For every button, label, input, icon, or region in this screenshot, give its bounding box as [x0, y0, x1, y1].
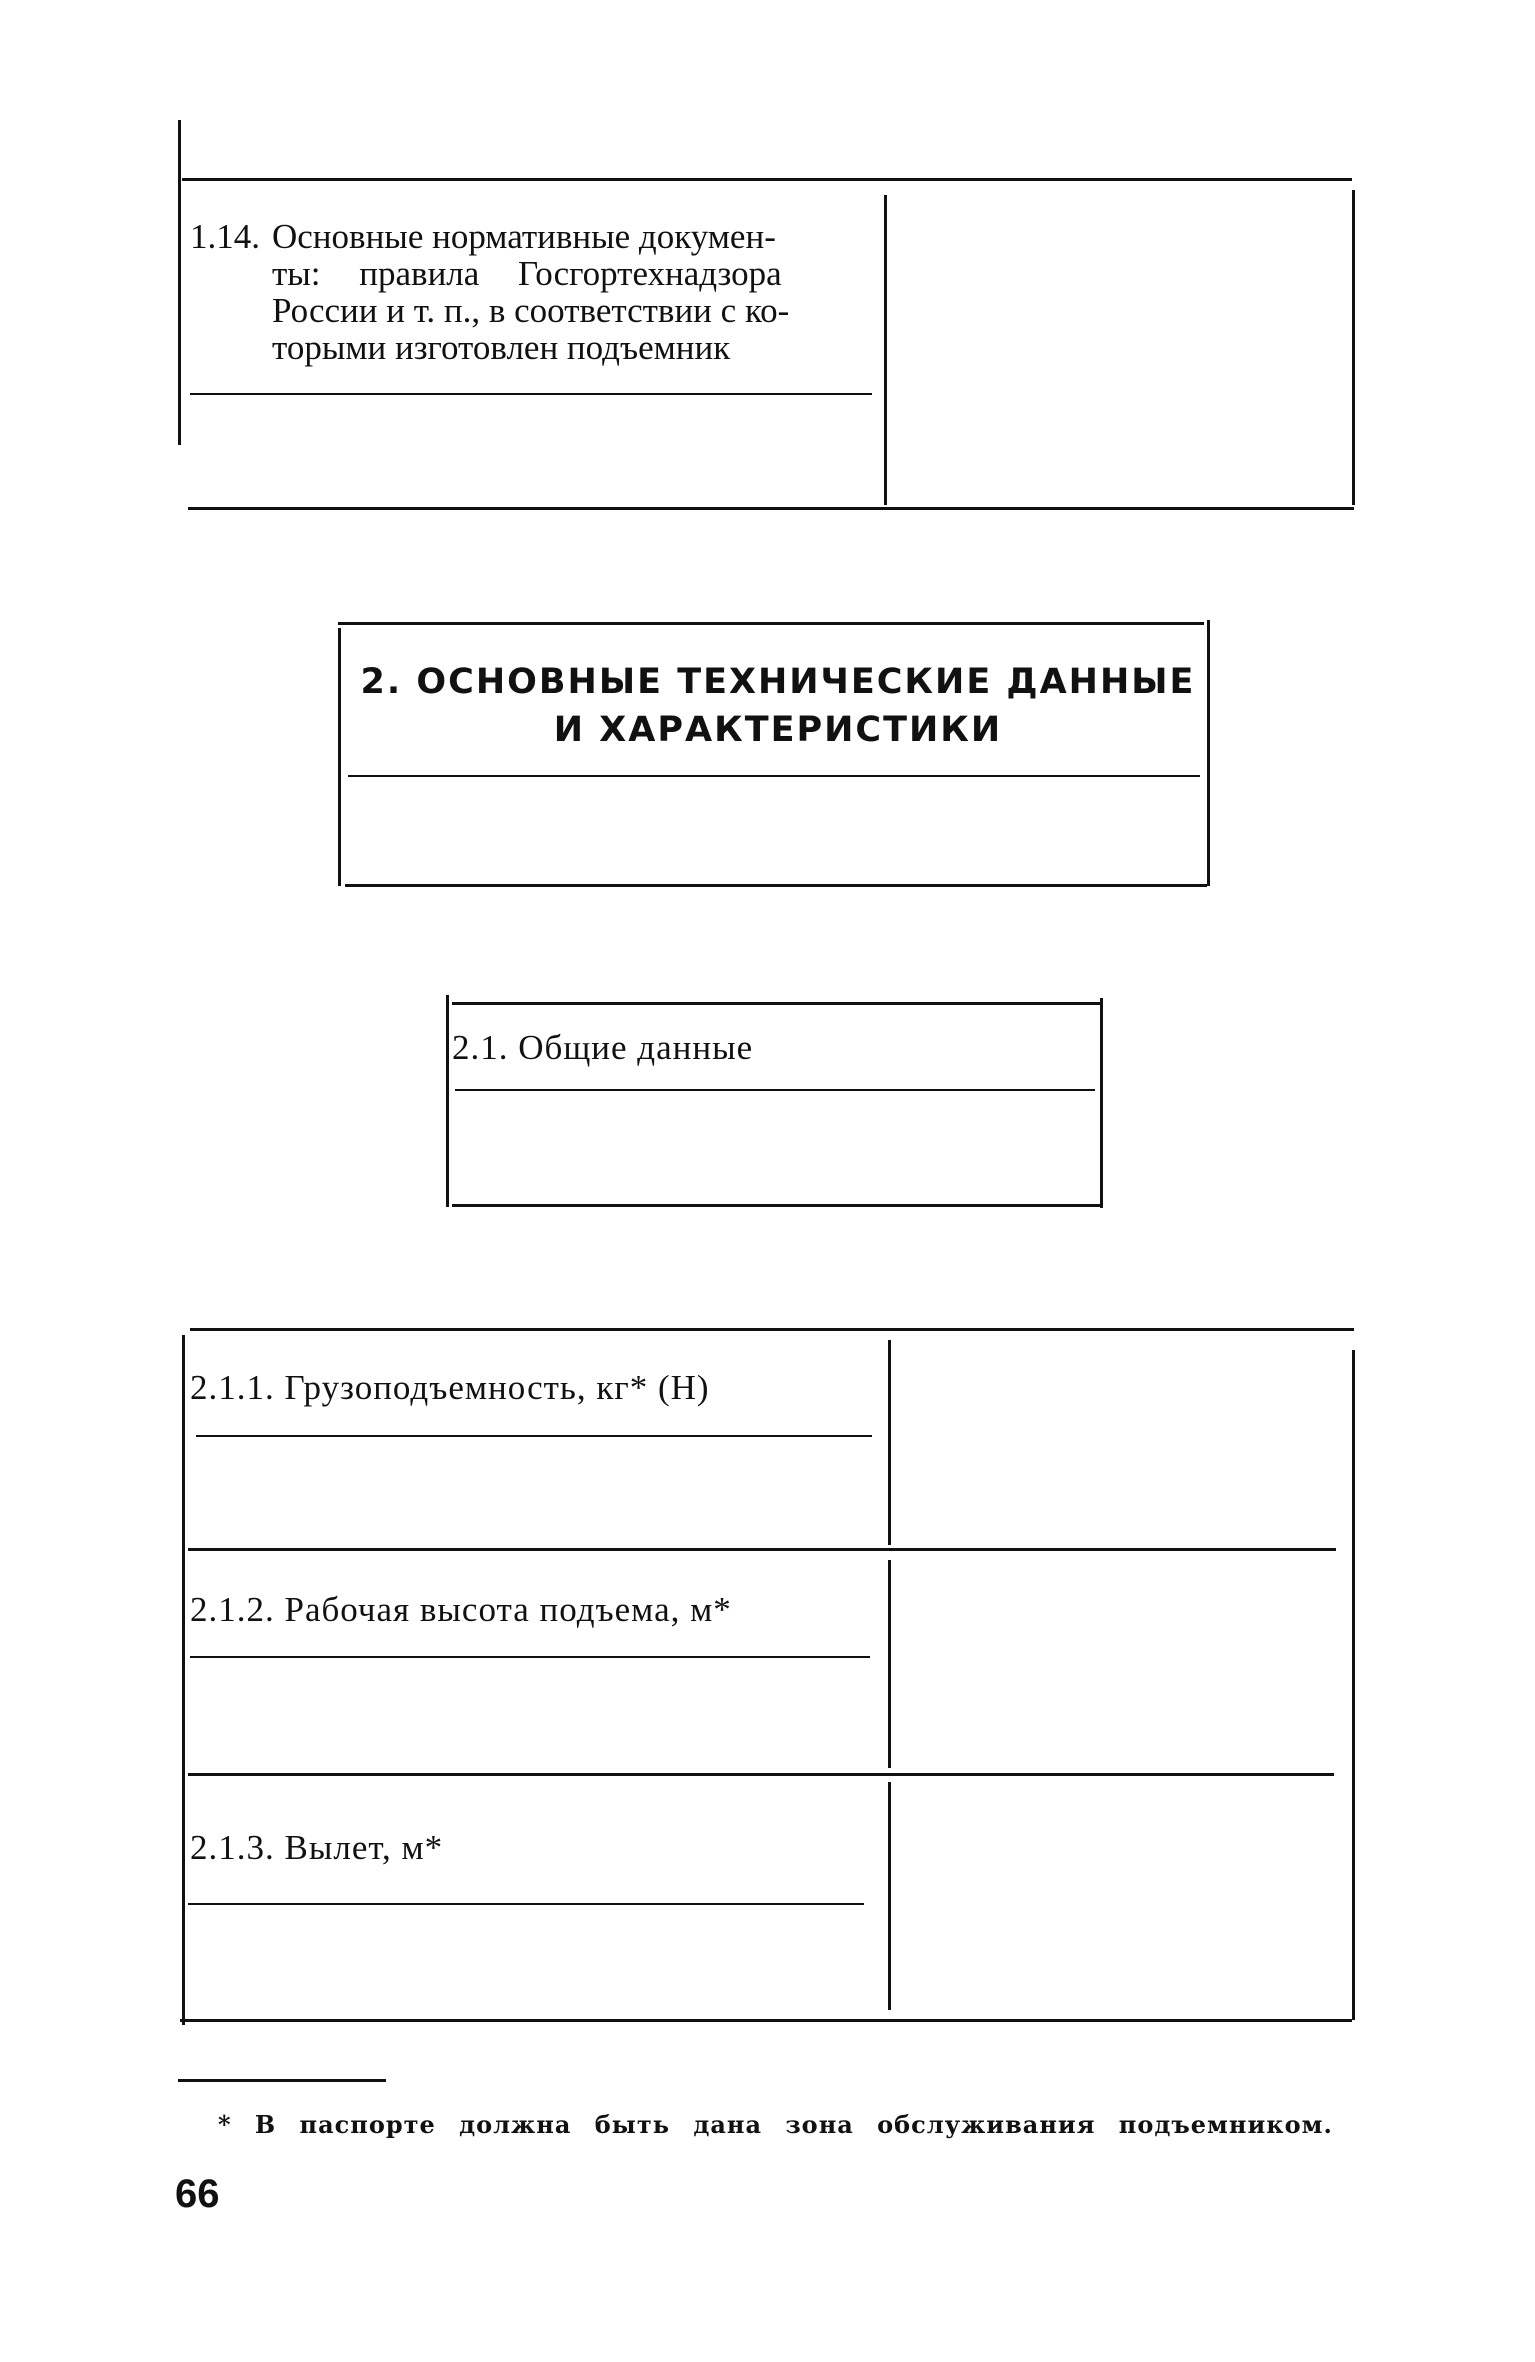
- row-label-reach: 2.1.3. Вылет, м*: [190, 1828, 444, 1867]
- row-label-load-capacity: 2.1.1. Грузоподъемность, кг* (Н): [190, 1368, 710, 1407]
- item-1-14-line-2: ты: правила Госгортехнадзора: [272, 254, 782, 293]
- section-2-heading-line-1: 2. ОСНОВНЫЕ ТЕХНИЧЕСКИЕ ДАННЫЕ: [360, 662, 1196, 702]
- item-1-14-line-3: России и т. п., в соответствии с ко-: [272, 291, 790, 330]
- footnote-rule: [178, 2079, 386, 2082]
- item-1-14-number: 1.14.: [190, 217, 260, 256]
- item-1-14-line-1: Основные нормативные докумен-: [272, 217, 776, 256]
- subsection-2-1-label: 2.1. Общие данные: [452, 1028, 754, 1067]
- footnote: * В паспорте должна быть дана зона обслуживания подъемником.: [218, 2110, 1333, 2139]
- section-2-heading-line-2: И ХАРАКТЕРИСТИКИ: [553, 710, 1003, 750]
- item-1-14-line-4: торыми изготовлен подъемник: [272, 328, 731, 367]
- page-number: 66: [175, 2172, 220, 2216]
- section-2-heading: [348, 658, 1208, 754]
- row-label-lift-height: 2.1.2. Рабочая высота подъема, м*: [190, 1590, 732, 1629]
- item-1-14-text: [190, 218, 880, 366]
